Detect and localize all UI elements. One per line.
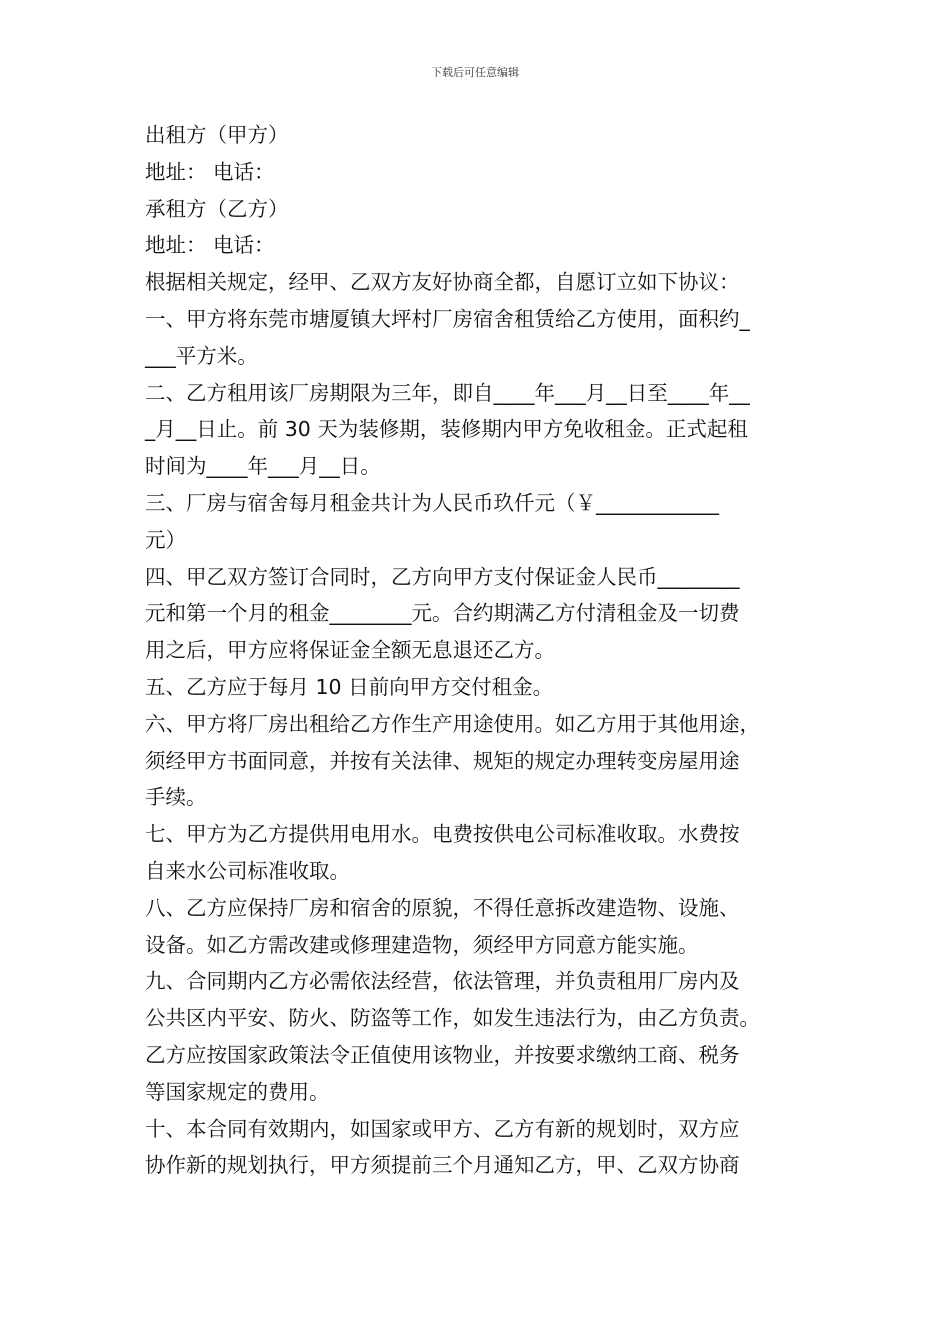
text-line: 六、甲方将厂房出租给乙方作生产用途使用。如乙方用于其他用途， [145,711,760,736]
page-header: 下载后可任意编辑 [431,66,519,79]
text-line: 二、乙方租用该厂房期限为三年，即自____年___月__日至____年__ [145,380,750,405]
text-line: 时间为____年___月__日。 [145,454,381,479]
text-line: 根据相关规定，经甲、乙双方友好协商全都，自愿订立如下协议： [145,270,740,295]
text-line: 七、甲方为乙方提供用电用水。电费按供电公司标准收取。水费按 [145,822,740,847]
text-line: 四、甲乙双方签订合同时，乙方向甲方支付保证金人民币________ [145,564,740,589]
text-line: 三、厂房与宿舍每月租金共计为人民币玖仟元（￥____________ [145,490,719,515]
text-line: 手续。 [145,785,207,810]
text-line: 元和第一个月的租金________元。合约期满乙方付清租金及一切费 [145,601,740,626]
text-line: 承租方（乙方） [145,196,289,221]
text-line: 用之后，甲方应将保证金全额无息退还乙方。 [145,638,555,663]
text-line: 五、乙方应于每月 10 日前向甲方交付租金。 [145,674,554,699]
text-line: 须经甲方书面同意，并按有关法律、规矩的规定办理转变房屋用途 [145,748,740,773]
text-line: 九、合同期内乙方必需依法经营，依法管理，并负责租用厂房内及 [145,969,740,994]
text-line: 等国家规定的费用。 [145,1079,330,1104]
text-line: 出租方（甲方） [145,123,289,147]
text-line: 地址： 电话： [145,159,275,184]
contract-body [145,117,810,1184]
text-line: _月__日止。前 30 天为装修期，装修期内甲方免收租金。正式起租 [145,417,748,442]
text-line: 地址： 电话： [145,233,275,258]
text-line: 设备。如乙方需改建或修理建造物，须经甲方同意方能实施。 [145,932,699,957]
text-line: 八、乙方应保持厂房和宿舍的原貌，不得任意拆改建造物、设施、 [145,895,740,920]
text-line: 协作新的规划执行，甲方须提前三个月通知乙方，甲、乙双方协商 [145,1153,740,1178]
text-line: 自来水公司标准收取。 [145,858,350,883]
text-line: 十、本合同有效期内，如国家或甲方、乙方有新的规划时，双方应 [145,1116,740,1141]
text-line: ___平方米。 [145,343,258,368]
text-line: 一、甲方将东莞市塘厦镇大坪村厂房宿舍租赁给乙方使用，面积约_ [145,306,750,331]
text-line: 乙方应按国家政策法令正值使用该物业，并按要求缴纳工商、税务 [145,1042,740,1067]
text-line: 元） [145,527,186,552]
text-line: 公共区内平安、防火、防盗等工作，如发生违法行为，由乙方负责。 [145,1006,760,1031]
